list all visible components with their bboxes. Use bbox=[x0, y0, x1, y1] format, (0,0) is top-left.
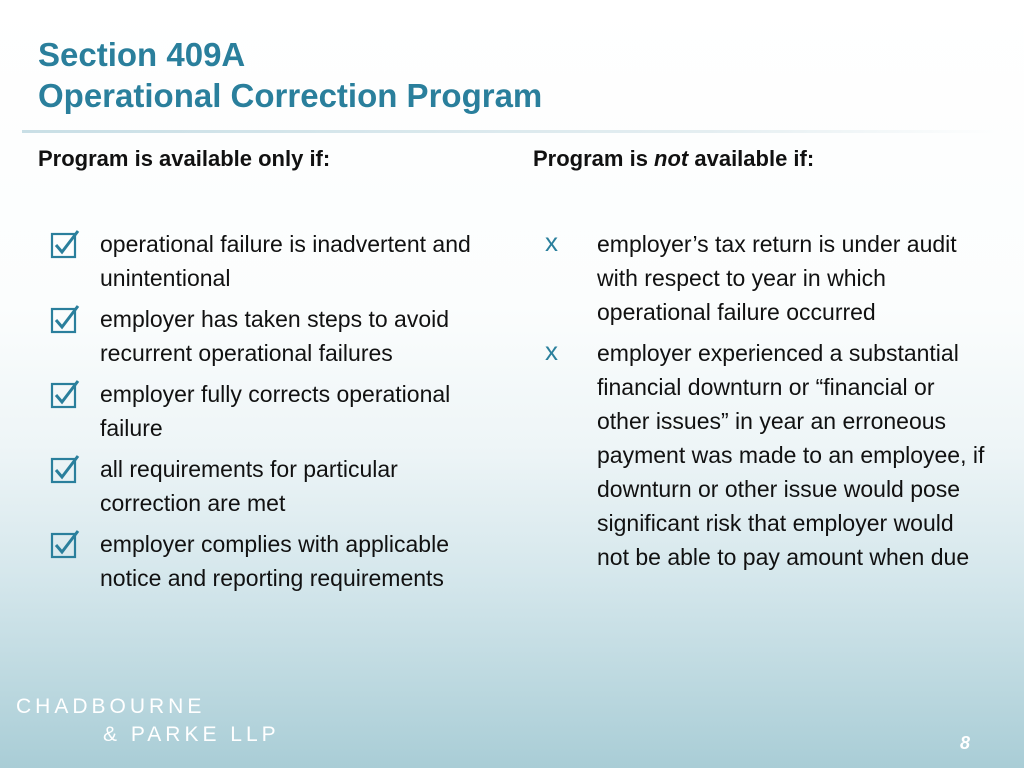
list-item bbox=[50, 302, 500, 370]
checkbox-checked-icon bbox=[50, 304, 80, 334]
not-available-heading-start: Program is bbox=[533, 146, 655, 171]
not-available-heading bbox=[533, 146, 814, 172]
title-divider bbox=[22, 130, 1000, 133]
x-mark-icon: x bbox=[545, 227, 558, 257]
firm-logo-line2: & PARKE LLP bbox=[103, 723, 280, 746]
list-item bbox=[543, 336, 988, 574]
checkbox-checked-icon bbox=[50, 229, 80, 259]
available-conditions-list bbox=[50, 227, 500, 602]
slide-title bbox=[38, 34, 542, 116]
list-item-text: employer fully corrects operational failure bbox=[100, 381, 451, 441]
list-item bbox=[543, 227, 988, 329]
list-item-text: operational failure is inadvertent and unintentional bbox=[100, 231, 471, 291]
firm-logo-line1: CHADBOURNE bbox=[16, 695, 206, 718]
available-heading: Program is available only if: bbox=[38, 146, 331, 171]
list-item bbox=[50, 227, 500, 295]
not-available-heading-emphasis: not bbox=[654, 146, 689, 171]
list-item-text: all requirements for particular correction are met bbox=[100, 456, 398, 516]
not-available-conditions-list bbox=[543, 227, 988, 581]
slide-title-line1: Section 409A bbox=[38, 36, 246, 73]
firm-logo bbox=[16, 693, 280, 749]
slide-title-line2: Operational Correction Program bbox=[38, 77, 543, 114]
list-item bbox=[50, 377, 500, 445]
checkbox-checked-icon bbox=[50, 379, 80, 409]
list-item-text: employer has taken steps to avoid recurrent operational failures bbox=[100, 306, 450, 366]
list-item bbox=[50, 527, 500, 595]
checkbox-checked-icon bbox=[50, 454, 80, 484]
x-mark-icon: x bbox=[545, 336, 558, 366]
page-number: 8 bbox=[960, 733, 971, 753]
list-item-text: employer experienced a substantial financial downturn or “financial or other issues” in year an erroneous payment was made to an employee, if downturn or other issue would pose significant risk that employer would not be able to pay amount when due bbox=[597, 340, 985, 570]
list-item-text: employer’s tax return is under audit with respect to year in which operational failure occurred bbox=[597, 231, 957, 325]
checkbox-checked-icon bbox=[50, 529, 80, 559]
not-available-heading-end: available if: bbox=[688, 146, 815, 171]
list-item-text: employer complies with applicable notice and reporting requirements bbox=[100, 531, 449, 591]
list-item bbox=[50, 452, 500, 520]
